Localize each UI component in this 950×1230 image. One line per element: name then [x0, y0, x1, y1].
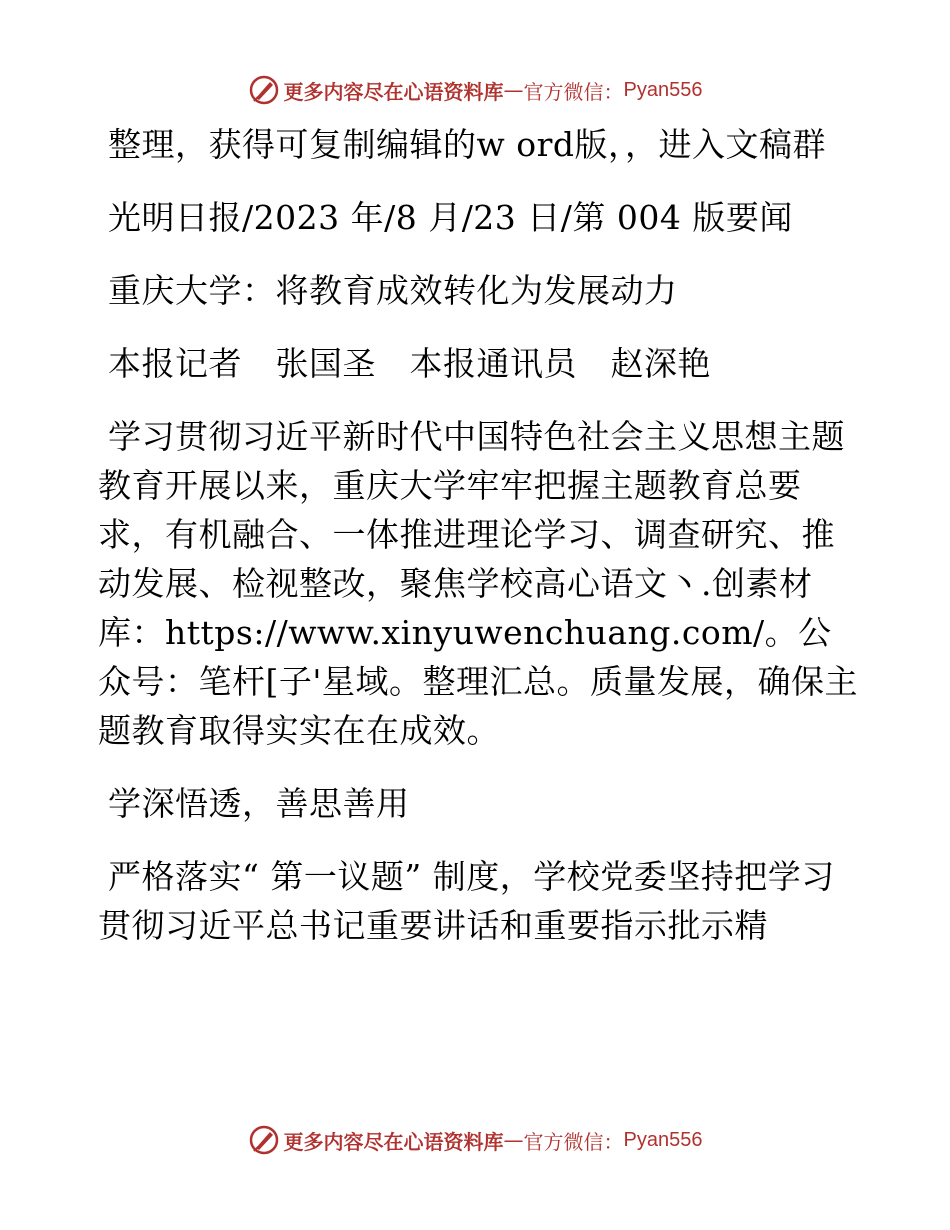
- footer-banner: [0, 1120, 950, 1160]
- source-line: 光明日报/2023 年/8 月/23 日/第 004 版要闻: [108, 198, 793, 237]
- byline: 本报记者 张国圣 本报通讯员 赵深艳: [108, 344, 711, 383]
- banner-wechat-id: Pyan556: [623, 1128, 703, 1151]
- intro-paragraph: 整理，获得可复制编辑的w ord版，，进入文稿群: [108, 125, 827, 164]
- banner-wechat-label: 官方微信：: [523, 1129, 624, 1154]
- quill-logo-icon: [248, 1124, 280, 1156]
- quill-logo-icon: [248, 74, 280, 106]
- banner-separator: —: [503, 78, 524, 102]
- banner-separator: —: [503, 1128, 524, 1152]
- banner-text: 更多内容尽在心语资料库: [283, 1129, 504, 1154]
- document-body: [98, 120, 858, 974]
- header-banner: [0, 70, 950, 110]
- section-heading: 学深悟透，善思善用: [108, 784, 410, 823]
- banner-wechat-id: Pyan556: [623, 78, 703, 101]
- article-title: 重庆大学：将教育成效转化为发展动力: [108, 271, 678, 310]
- body-paragraph: 学习贯彻习近平新时代中国特色社会主义思想主题教育开展以来，重庆大学牢牢把握主题教育总要求，有机融合、一体推进理论学习、调查研究、推动发展、检视整改，聚焦学校高心语文丶.创素材库：https://www.xinyuwenchuang.com/。公众号：笔杆[子'星域。整理汇总。质量发展，确保主题教育取得实实在在成效。: [98, 417, 858, 750]
- banner-text: 更多内容尽在心语资料库: [283, 79, 504, 104]
- body-paragraph: 严格落实“ 第一议题” 制度，学校党委坚持把学习贯彻习近平总书记重要讲话和重要指示批示精: [98, 857, 835, 945]
- banner-wechat-label: 官方微信：: [523, 79, 624, 104]
